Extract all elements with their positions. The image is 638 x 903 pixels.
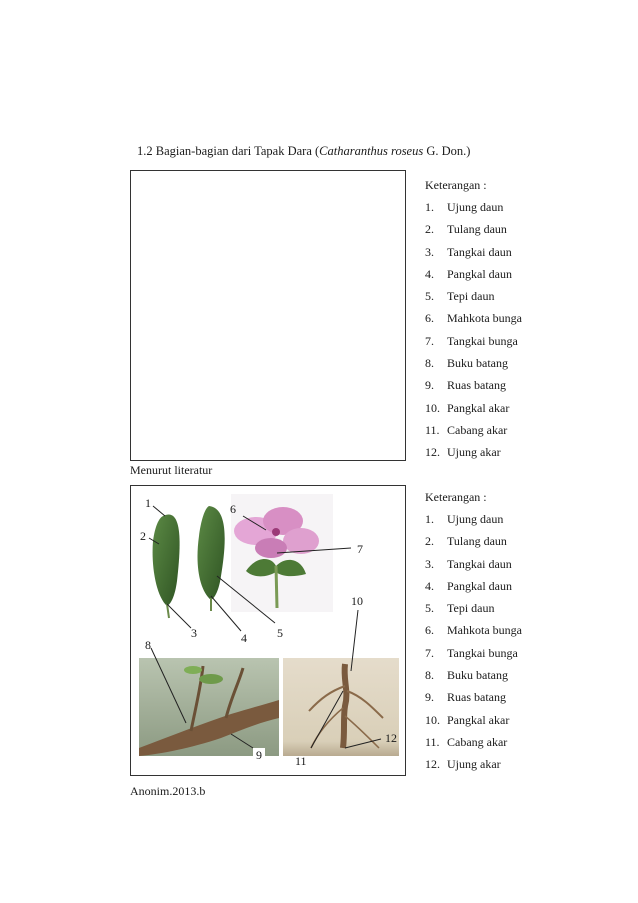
legend-item-text: Mahkota bunga — [447, 311, 522, 326]
label-11: 11 — [295, 754, 307, 768]
stem-leaf — [184, 666, 202, 674]
legend-item — [425, 534, 522, 556]
legend-item-number: 2. — [425, 222, 434, 237]
legend-item — [425, 334, 522, 356]
label-4: 4 — [241, 631, 247, 645]
legend-item-number: 9. — [425, 378, 434, 393]
label-3: 3 — [191, 626, 197, 640]
legend-item-number: 10. — [425, 712, 440, 727]
legend-1 — [425, 178, 522, 468]
legend-item-number: 1. — [425, 512, 434, 526]
legend-item-text: Tangkai bunga — [447, 333, 518, 348]
literature-figure-frame — [130, 170, 406, 461]
legend-item — [425, 267, 522, 289]
legend-item — [425, 512, 522, 534]
legend-title: Keterangan : — [425, 178, 487, 192]
label-10: 10 — [351, 594, 363, 608]
legend-item-text: Ruas batang — [447, 690, 506, 705]
legend-list — [425, 200, 522, 468]
legend-item-number: 7. — [425, 645, 434, 660]
legend-item-text: Ujung daun — [447, 200, 504, 214]
legend-item-number: 8. — [425, 668, 434, 683]
legend-item-text: Buku batang — [447, 668, 508, 683]
root-main — [343, 664, 346, 748]
label-9: 9 — [253, 748, 265, 763]
legend-item-number: 12. — [425, 757, 440, 772]
legend-item-text: Ruas batang — [447, 378, 506, 393]
legend-2 — [425, 490, 522, 780]
photo-collage — [131, 486, 405, 775]
legend-item — [425, 356, 522, 378]
legend-item-text: Tulang daun — [447, 222, 507, 237]
legend-item-number: 9. — [425, 690, 434, 705]
leaf-left — [153, 514, 180, 606]
label-1: 1 — [145, 496, 151, 510]
legend-item — [425, 623, 522, 645]
label-5: 5 — [277, 626, 283, 640]
label-8: 8 — [145, 638, 151, 652]
stem-photo — [139, 658, 279, 756]
legend-item-text: Pangkal daun — [447, 266, 512, 281]
photo-figure-caption: Anonim.2013.b — [130, 784, 206, 798]
legend-item — [425, 378, 522, 400]
legend-item-text: Pangkal akar — [447, 712, 510, 727]
legend-item-text: Ujung akar — [447, 757, 501, 772]
heading-latin-name: Catharanthus roseus — [319, 144, 424, 158]
legend-item-text: Cabang akar — [447, 734, 508, 749]
flower-center — [272, 528, 280, 536]
stem-leaf — [199, 674, 223, 684]
label-2: 2 — [140, 529, 146, 543]
legend-item-text: Tepi daun — [447, 289, 495, 304]
legend-item — [425, 423, 522, 445]
leaves-photo — [153, 506, 225, 618]
legend-item — [425, 601, 522, 623]
legend-item-number: 3. — [425, 556, 434, 571]
legend-item-text: Mahkota bunga — [447, 623, 522, 638]
label-7: 7 — [357, 542, 363, 556]
legend-item-text: Tangkai bunga — [447, 645, 518, 660]
legend-item-number: 1. — [425, 200, 434, 214]
legend-item — [425, 579, 522, 601]
legend-item-text: Tangkai daun — [447, 556, 512, 571]
legend-item-number: 5. — [425, 289, 434, 304]
legend-item — [425, 668, 522, 690]
leaf-right — [198, 506, 225, 600]
flower-stem — [276, 566, 277, 608]
legend-item-number: 5. — [425, 601, 434, 616]
legend-item-text: Cabang akar — [447, 422, 508, 437]
legend-item-text: Pangkal akar — [447, 400, 510, 415]
legend-item-number: 6. — [425, 311, 434, 326]
legend-item-number: 11. — [425, 422, 440, 437]
legend-item-number: 6. — [425, 623, 434, 638]
legend-item-text: Tepi daun — [447, 601, 495, 616]
legend-item — [425, 222, 522, 244]
legend-item-text: Buku batang — [447, 356, 508, 371]
legend-item — [425, 289, 522, 311]
heading-prefix: 1.2 Bagian-bagian dari Tapak Dara ( — [137, 144, 320, 158]
legend-item — [425, 646, 522, 668]
legend-item-text: Tangkai daun — [447, 244, 512, 259]
legend-item-text: Ujung daun — [447, 512, 504, 526]
photo-figure-frame — [130, 485, 406, 776]
legend-item-number: 2. — [425, 534, 434, 549]
legend-item — [425, 690, 522, 712]
legend-item-number: 12. — [425, 445, 440, 460]
legend-item-text: Tulang daun — [447, 534, 507, 549]
label-12: 12 — [385, 731, 397, 745]
legend-item — [425, 200, 522, 222]
legend-item-number: 4. — [425, 266, 434, 281]
root-photo — [283, 658, 399, 756]
legend-item-number: 4. — [425, 578, 434, 593]
section-heading — [137, 144, 470, 159]
legend-item-text: Pangkal daun — [447, 578, 512, 593]
label-6: 6 — [230, 502, 236, 516]
flower-petal — [255, 538, 287, 558]
legend-item — [425, 445, 522, 467]
legend-item — [425, 735, 522, 757]
legend-item — [425, 713, 522, 735]
legend-item-number: 10. — [425, 400, 440, 415]
heading-suffix: G. Don.) — [423, 144, 471, 158]
legend-item-number: 7. — [425, 333, 434, 348]
legend-item-text: Ujung akar — [447, 445, 501, 460]
legend-item — [425, 245, 522, 267]
legend-item-number: 3. — [425, 244, 434, 259]
legend-item — [425, 311, 522, 333]
legend-item — [425, 557, 522, 579]
legend-list — [425, 512, 522, 780]
literature-figure-caption: Menurut literatur — [130, 463, 213, 477]
legend-item — [425, 401, 522, 423]
legend-item-number: 11. — [425, 734, 440, 749]
legend-item-number: 8. — [425, 356, 434, 371]
legend-title: Keterangan : — [425, 490, 487, 504]
legend-item — [425, 757, 522, 779]
